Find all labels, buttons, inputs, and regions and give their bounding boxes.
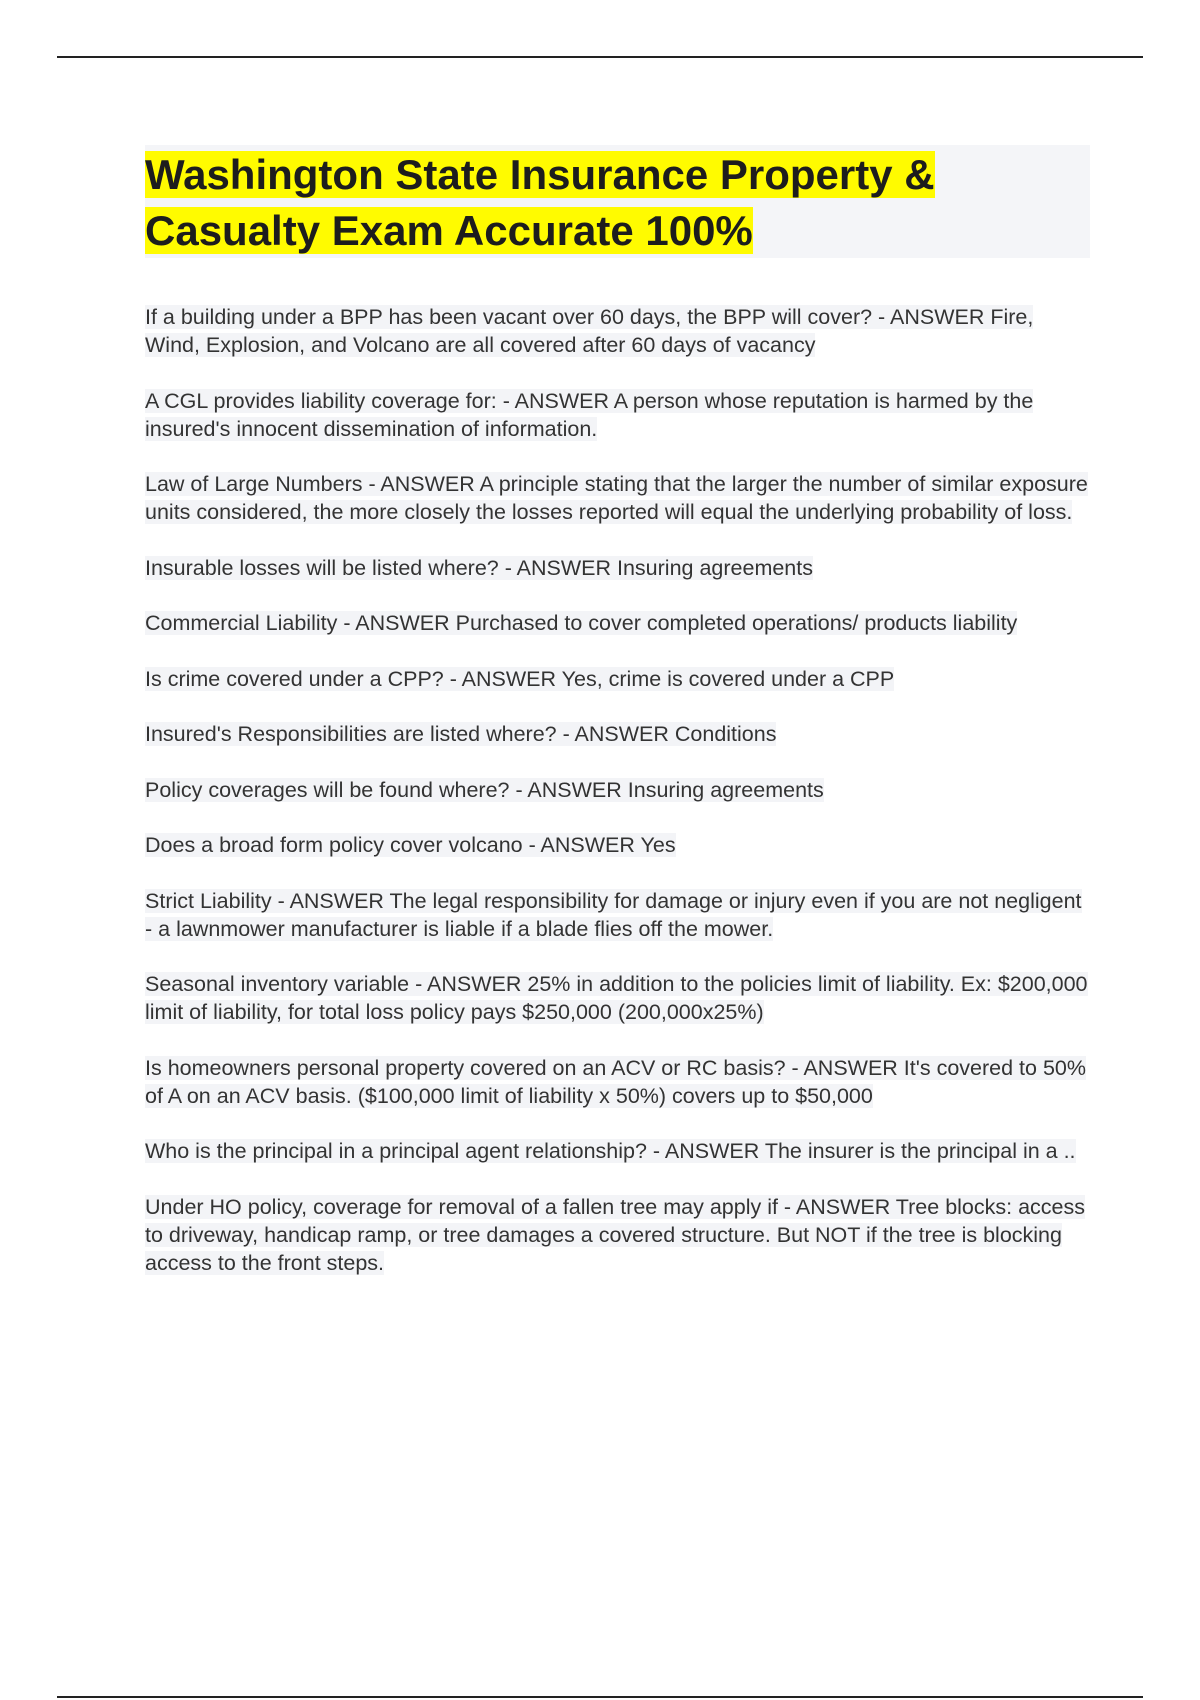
qa-text: Under HO policy, coverage for removal of a fallen tree may apply if - ANSWER Tree blocks: access to driveway, handicap ramp, or tree damages a covered structure. But NOT if the tree is blocking access to the front steps. [145, 1194, 1085, 1275]
bottom-divider [57, 1696, 1143, 1698]
qa-item [145, 831, 1090, 859]
qa-text: Insured's Responsibilities are listed where? - ANSWER Conditions [145, 722, 777, 746]
qa-text: If a building under a BPP has been vacant over 60 days, the BPP will cover? - ANSWER Fire, Wind, Explosion, and Volcano are all covered after 60 days of vacancy [145, 305, 1034, 357]
qa-text: Seasonal inventory variable - ANSWER 25% in addition to the policies limit of liability. Ex: $200,000 limit of liability, for total loss policy pays $250,000 (200,000x25%) [145, 972, 1088, 1024]
qa-list [145, 303, 1090, 1277]
qa-item [145, 720, 1090, 748]
qa-item [145, 776, 1090, 804]
qa-text: Is crime covered under a CPP? - ANSWER Yes, crime is covered under a CPP [145, 666, 895, 691]
qa-item [145, 609, 1090, 637]
qa-item [145, 1193, 1090, 1277]
qa-text: Strict Liability - ANSWER The legal responsibility for damage or injury even if you are not negligent - a lawnmower manufacturer is liable if a blade flies off the mower. [145, 888, 1082, 941]
qa-text: Does a broad form policy cover volcano - ANSWER Yes [145, 833, 676, 857]
qa-item [145, 470, 1090, 526]
qa-text: Insurable losses will be listed where? - ANSWER Insuring agreements [145, 555, 813, 580]
qa-text: Law of Large Numbers - ANSWER A principle stating that the larger the number of similar exposure units considered, the more closely the losses reported will equal the underlying probability of loss. [145, 472, 1088, 524]
qa-text: Policy coverages will be found where? - ANSWER Insuring agreements [145, 777, 824, 802]
qa-text: Is homeowners personal property covered on an ACV or RC basis? - ANSWER It's covered to 50% of A on an ACV basis. ($100,000 limit of liability x 50%) covers up to $50,000 [145, 1055, 1086, 1108]
document-title [145, 145, 1090, 258]
title-line-2: Casualty Exam Accurate 100% [145, 207, 753, 254]
qa-text: A CGL provides liability coverage for: - ANSWER A person whose reputation is harmed by the insured's innocent dissemination of information. [145, 388, 1034, 441]
top-divider [57, 56, 1143, 58]
qa-item [145, 303, 1090, 359]
document-body [145, 145, 1090, 1304]
qa-item [145, 1054, 1090, 1110]
qa-text: Who is the principal in a principal agent relationship? - ANSWER The insurer is the principal in a .. [145, 1139, 1076, 1163]
qa-item [145, 1137, 1090, 1165]
qa-item [145, 387, 1090, 443]
qa-item [145, 554, 1090, 582]
qa-text: Commercial Liability - ANSWER Purchased to cover completed operations/ products liability [145, 611, 1018, 635]
qa-item [145, 887, 1090, 943]
qa-item [145, 970, 1090, 1026]
qa-item [145, 665, 1090, 693]
title-line-1: Washington State Insurance Property & [145, 151, 935, 198]
